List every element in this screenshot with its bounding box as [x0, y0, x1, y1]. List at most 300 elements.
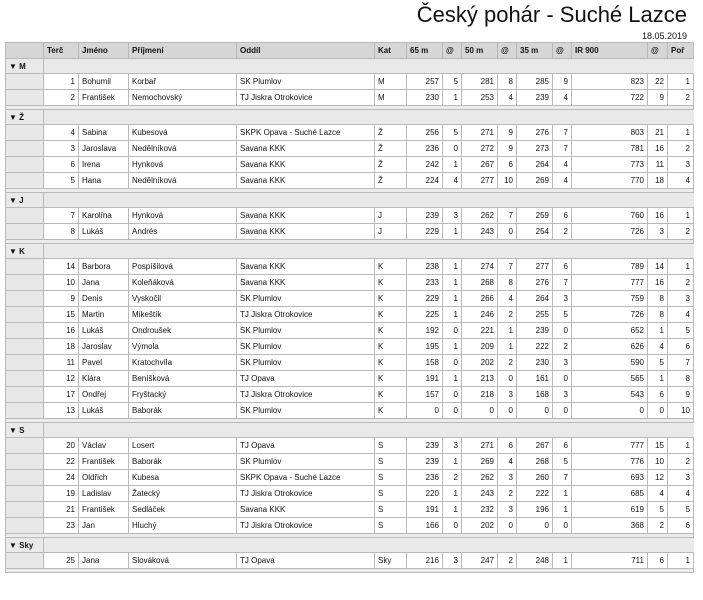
table-cell: 1 — [443, 454, 462, 470]
table-cell: 22 — [648, 74, 668, 90]
table-cell: Kubesa — [129, 470, 237, 486]
table-cell: 16 — [648, 141, 668, 157]
table-row[interactable] — [6, 387, 694, 403]
table-cell: TJ Opava — [237, 438, 375, 454]
table-row[interactable] — [6, 518, 694, 534]
table-cell: Žatecký — [129, 486, 237, 502]
table-cell: 1 — [668, 438, 694, 454]
table-cell: 7 — [553, 275, 572, 291]
table-cell: Beníšková — [129, 371, 237, 387]
table-cell: 1 — [498, 339, 517, 355]
table-cell: 3 — [443, 553, 462, 569]
table-cell: 9 — [668, 387, 694, 403]
event-date: 18.05.2019 — [641, 31, 687, 41]
table-row[interactable] — [6, 224, 694, 240]
table-row[interactable] — [6, 208, 694, 224]
table-cell: 5 — [553, 454, 572, 470]
row-indent — [6, 224, 44, 240]
table-row[interactable] — [6, 74, 694, 90]
table-cell: 0 — [443, 403, 462, 419]
table-cell: Hynková — [129, 208, 237, 224]
table-cell: 20 — [44, 438, 79, 454]
table-cell: 277 — [517, 259, 553, 275]
table-cell: 0 — [553, 371, 572, 387]
table-cell: Irena — [79, 157, 129, 173]
group-header-row[interactable] — [6, 423, 694, 438]
table-cell: 773 — [572, 157, 648, 173]
table-cell: Vyskočil — [129, 291, 237, 307]
column-header[interactable]: Terč — [44, 43, 79, 59]
table-cell: Savana KKK — [237, 157, 375, 173]
table-row[interactable] — [6, 157, 694, 173]
table-cell: Lukáš — [79, 224, 129, 240]
group-fill — [44, 538, 694, 553]
table-cell: 6 — [553, 208, 572, 224]
spacer-cell — [6, 569, 694, 573]
table-cell: 1 — [553, 553, 572, 569]
column-header[interactable]: 65 m — [407, 43, 443, 59]
table-cell: SK Plumlov — [237, 291, 375, 307]
table-cell: Jana — [79, 275, 129, 291]
table-cell: 1 — [44, 74, 79, 90]
table-cell: S — [375, 518, 407, 534]
table-cell: 722 — [572, 90, 648, 106]
table-cell: Hana — [79, 173, 129, 189]
table-cell: 239 — [517, 90, 553, 106]
table-cell: Savana KKK — [237, 141, 375, 157]
table-cell: 1 — [443, 90, 462, 106]
row-indent — [6, 125, 44, 141]
column-header[interactable]: Jméno — [79, 43, 129, 59]
table-cell: SK Plumlov — [237, 355, 375, 371]
table-cell: 0 — [553, 518, 572, 534]
table-cell: 168 — [517, 387, 553, 403]
table-cell: 2 — [668, 141, 694, 157]
table-row[interactable] — [6, 454, 694, 470]
table-cell: 277 — [462, 173, 498, 189]
table-cell: 3 — [498, 387, 517, 403]
table-cell: 4 — [498, 454, 517, 470]
table-cell: 12 — [44, 371, 79, 387]
table-cell: 789 — [572, 259, 648, 275]
table-cell: 202 — [462, 518, 498, 534]
table-cell: 3 — [443, 438, 462, 454]
table-cell: K — [375, 291, 407, 307]
table-cell: 759 — [572, 291, 648, 307]
table-cell: 2 — [668, 90, 694, 106]
table-cell: 239 — [517, 323, 553, 339]
row-indent — [6, 173, 44, 189]
table-cell: Václav — [79, 438, 129, 454]
table-cell: 3 — [498, 502, 517, 518]
table-cell: S — [375, 502, 407, 518]
row-indent — [6, 339, 44, 355]
table-cell: Nedělníková — [129, 141, 237, 157]
table-row[interactable] — [6, 371, 694, 387]
group-toggle[interactable]: ▼ M — [6, 59, 44, 74]
table-row[interactable] — [6, 307, 694, 323]
table-cell: Ž — [375, 173, 407, 189]
table-cell: 5 — [668, 323, 694, 339]
table-cell: S — [375, 470, 407, 486]
table-cell: M — [375, 90, 407, 106]
table-cell: 0 — [443, 323, 462, 339]
table-cell: 266 — [462, 291, 498, 307]
table-cell: 1 — [443, 502, 462, 518]
table-cell: 11 — [44, 355, 79, 371]
table-cell: Mikeštík — [129, 307, 237, 323]
table-cell: 213 — [462, 371, 498, 387]
table-cell: Ladislav — [79, 486, 129, 502]
table-cell: 2 — [44, 90, 79, 106]
table-cell: Baborák — [129, 454, 237, 470]
column-header[interactable] — [6, 43, 44, 59]
table-cell: Barbora — [79, 259, 129, 275]
table-cell: 619 — [572, 502, 648, 518]
table-cell: 7 — [553, 141, 572, 157]
table-cell: Karolína — [79, 208, 129, 224]
column-header[interactable]: Poř — [668, 43, 694, 59]
table-cell: 693 — [572, 470, 648, 486]
table-cell: 1 — [443, 486, 462, 502]
table-cell: 269 — [517, 173, 553, 189]
table-cell: 14 — [44, 259, 79, 275]
table-cell: Denis — [79, 291, 129, 307]
table-cell: Hluchý — [129, 518, 237, 534]
table-cell: 11 — [648, 157, 668, 173]
table-cell: 264 — [517, 291, 553, 307]
table-cell: Korbař — [129, 74, 237, 90]
table-cell: 4 — [668, 307, 694, 323]
table-cell: 7 — [553, 125, 572, 141]
table-cell: Andrés — [129, 224, 237, 240]
row-indent — [6, 291, 44, 307]
row-indent — [6, 438, 44, 454]
table-cell: 2 — [498, 553, 517, 569]
column-header[interactable]: @ — [648, 43, 668, 59]
column-header[interactable]: @ — [443, 43, 462, 59]
table-cell: 1 — [443, 371, 462, 387]
table-cell: Jaroslava — [79, 141, 129, 157]
table-cell: 253 — [462, 90, 498, 106]
table-cell: 2 — [553, 339, 572, 355]
table-cell: 23 — [44, 518, 79, 534]
table-cell: 0 — [443, 518, 462, 534]
table-cell: 273 — [517, 141, 553, 157]
table-cell: 3 — [553, 387, 572, 403]
table-row[interactable] — [6, 275, 694, 291]
table-cell: 1 — [668, 125, 694, 141]
table-row[interactable] — [6, 355, 694, 371]
table-row[interactable] — [6, 339, 694, 355]
table-cell: 254 — [517, 224, 553, 240]
table-cell: 6 — [648, 387, 668, 403]
table-cell: 243 — [462, 486, 498, 502]
table-cell: 216 — [407, 553, 443, 569]
table-cell: 17 — [44, 387, 79, 403]
group-toggle[interactable]: ▼ K — [6, 244, 44, 259]
table-cell: 0 — [553, 323, 572, 339]
table-cell: K — [375, 387, 407, 403]
row-indent — [6, 553, 44, 569]
table-cell: Savana KKK — [237, 173, 375, 189]
table-cell: 0 — [498, 518, 517, 534]
table-cell: K — [375, 371, 407, 387]
table-cell: Sedláček — [129, 502, 237, 518]
table-cell: 8 — [648, 307, 668, 323]
table-row[interactable] — [6, 502, 694, 518]
table-cell: TJ Opava — [237, 553, 375, 569]
table-cell: 268 — [517, 454, 553, 470]
table-cell: 191 — [407, 371, 443, 387]
table-cell: 209 — [462, 339, 498, 355]
table-cell: 16 — [648, 208, 668, 224]
table-cell: 2 — [498, 355, 517, 371]
table-cell: 14 — [648, 259, 668, 275]
column-header[interactable]: @ — [498, 43, 517, 59]
table-cell: Ondroušek — [129, 323, 237, 339]
table-cell: 276 — [517, 125, 553, 141]
table-cell: K — [375, 339, 407, 355]
table-cell: 1 — [443, 339, 462, 355]
results-table — [5, 42, 694, 573]
table-cell: 711 — [572, 553, 648, 569]
group-toggle[interactable]: ▼ J — [6, 193, 44, 208]
table-cell: Hynková — [129, 157, 237, 173]
table-cell: 0 — [498, 224, 517, 240]
table-cell: Losert — [129, 438, 237, 454]
group-header-row[interactable] — [6, 110, 694, 125]
table-cell: 770 — [572, 173, 648, 189]
table-cell: Výmola — [129, 339, 237, 355]
row-indent — [6, 355, 44, 371]
table-cell: 192 — [407, 323, 443, 339]
table-cell: Lukáš — [79, 323, 129, 339]
group-toggle[interactable]: ▼ Ž — [6, 110, 44, 125]
table-cell: 685 — [572, 486, 648, 502]
table-cell: 268 — [462, 275, 498, 291]
table-cell: 8 — [668, 371, 694, 387]
table-cell: 823 — [572, 74, 648, 90]
table-cell: 7 — [553, 470, 572, 486]
table-cell: 276 — [517, 275, 553, 291]
table-cell: 230 — [407, 90, 443, 106]
group-header-row[interactable] — [6, 244, 694, 259]
column-header[interactable]: Kat — [375, 43, 407, 59]
table-cell: Savana KKK — [237, 259, 375, 275]
row-indent — [6, 74, 44, 90]
table-cell: K — [375, 275, 407, 291]
table-cell: 9 — [44, 291, 79, 307]
table-cell: 1 — [443, 291, 462, 307]
table-row[interactable] — [6, 141, 694, 157]
table-cell: 221 — [462, 323, 498, 339]
table-row[interactable] — [6, 438, 694, 454]
table-row[interactable] — [6, 470, 694, 486]
table-cell: 238 — [407, 259, 443, 275]
table-cell: SKPK Opava - Suché Lazce — [237, 470, 375, 486]
group-header-row[interactable] — [6, 59, 694, 74]
table-cell: 0 — [648, 403, 668, 419]
table-cell: 0 — [462, 403, 498, 419]
table-cell: SK Plumlov — [237, 74, 375, 90]
table-cell: Savana KKK — [237, 502, 375, 518]
table-cell: František — [79, 454, 129, 470]
table-cell: 803 — [572, 125, 648, 141]
table-cell: 222 — [517, 486, 553, 502]
table-cell: 274 — [462, 259, 498, 275]
table-cell: 6 — [553, 438, 572, 454]
table-cell: 4 — [668, 173, 694, 189]
table-cell: 239 — [407, 208, 443, 224]
table-cell: 158 — [407, 355, 443, 371]
table-cell: 220 — [407, 486, 443, 502]
table-cell: 0 — [517, 518, 553, 534]
table-cell: K — [375, 259, 407, 275]
table-cell: 0 — [498, 371, 517, 387]
column-header[interactable]: Oddíl — [237, 43, 375, 59]
table-cell: Sky — [375, 553, 407, 569]
table-cell: 7 — [44, 208, 79, 224]
table-cell: 4 — [648, 486, 668, 502]
row-indent — [6, 90, 44, 106]
table-cell: 3 — [553, 291, 572, 307]
table-row[interactable] — [6, 173, 694, 189]
table-cell: TJ Jiskra Otrokovice — [237, 90, 375, 106]
table-cell: Lukáš — [79, 403, 129, 419]
table-cell: 218 — [462, 387, 498, 403]
table-cell: 6 — [668, 518, 694, 534]
table-cell: 260 — [517, 470, 553, 486]
group-toggle[interactable]: ▼ S — [6, 423, 44, 438]
table-cell: 543 — [572, 387, 648, 403]
table-cell: 202 — [462, 355, 498, 371]
table-row[interactable] — [6, 291, 694, 307]
table-cell: 9 — [648, 90, 668, 106]
table-cell: 6 — [668, 339, 694, 355]
group-header-row[interactable] — [6, 193, 694, 208]
table-cell: SK Plumlov — [237, 339, 375, 355]
table-cell: 1 — [498, 323, 517, 339]
table-cell: Kubesová — [129, 125, 237, 141]
table-row[interactable] — [6, 90, 694, 106]
table-cell: Klára — [79, 371, 129, 387]
table-cell: 10 — [498, 173, 517, 189]
table-cell: 222 — [517, 339, 553, 355]
group-header-row[interactable] — [6, 538, 694, 553]
table-cell: TJ Jiskra Otrokovice — [237, 518, 375, 534]
table-cell: 25 — [44, 553, 79, 569]
row-indent — [6, 403, 44, 419]
column-header[interactable]: 50 m — [462, 43, 498, 59]
table-cell: 4 — [553, 90, 572, 106]
table-cell: 257 — [407, 74, 443, 90]
column-header[interactable]: @ — [553, 43, 572, 59]
table-cell: 626 — [572, 339, 648, 355]
table-cell: Martin — [79, 307, 129, 323]
table-cell: Jaroslav — [79, 339, 129, 355]
table-row[interactable] — [6, 403, 694, 419]
table-cell: J — [375, 208, 407, 224]
table-cell: 166 — [407, 518, 443, 534]
table-row[interactable] — [6, 125, 694, 141]
table-cell: 590 — [572, 355, 648, 371]
table-cell: 776 — [572, 454, 648, 470]
table-row[interactable] — [6, 486, 694, 502]
table-cell: 15 — [44, 307, 79, 323]
table-cell: 3 — [44, 141, 79, 157]
table-cell: 2 — [668, 224, 694, 240]
column-header[interactable]: 35 m — [517, 43, 553, 59]
row-indent — [6, 323, 44, 339]
table-cell: 229 — [407, 291, 443, 307]
table-cell: 0 — [498, 403, 517, 419]
table-cell: 2 — [668, 275, 694, 291]
table-cell: Nedělníková — [129, 173, 237, 189]
group-toggle[interactable]: ▼ Sky — [6, 538, 44, 553]
table-cell: Baborák — [129, 403, 237, 419]
table-cell: 281 — [462, 74, 498, 90]
table-cell: 12 — [648, 470, 668, 486]
table-cell: 5 — [443, 125, 462, 141]
table-cell: 6 — [648, 553, 668, 569]
table-cell: 368 — [572, 518, 648, 534]
table-cell: 236 — [407, 470, 443, 486]
table-cell: 0 — [407, 403, 443, 419]
table-cell: SK Plumlov — [237, 403, 375, 419]
column-header[interactable]: IR 900 — [572, 43, 648, 59]
table-cell: 161 — [517, 371, 553, 387]
table-row[interactable] — [6, 259, 694, 275]
table-cell: František — [79, 502, 129, 518]
table-cell: Slováková — [129, 553, 237, 569]
table-cell: 5 — [668, 502, 694, 518]
table-cell: 272 — [462, 141, 498, 157]
table-cell: 5 — [648, 502, 668, 518]
table-cell: 246 — [462, 307, 498, 323]
table-row[interactable] — [6, 323, 694, 339]
table-cell: 239 — [407, 454, 443, 470]
table-cell: 10 — [44, 275, 79, 291]
table-cell: M — [375, 74, 407, 90]
table-cell: 3 — [668, 157, 694, 173]
table-cell: 0 — [572, 403, 648, 419]
table-cell: 777 — [572, 438, 648, 454]
table-cell: 4 — [498, 291, 517, 307]
table-cell: 760 — [572, 208, 648, 224]
table-row[interactable] — [6, 553, 694, 569]
table-cell: 2 — [498, 307, 517, 323]
page-title: Český pohár - Suché Lazce — [416, 2, 687, 27]
table-cell: 1 — [668, 74, 694, 90]
row-indent — [6, 208, 44, 224]
table-cell: 2 — [668, 454, 694, 470]
table-cell: 285 — [517, 74, 553, 90]
table-cell: 726 — [572, 307, 648, 323]
table-cell: 16 — [44, 323, 79, 339]
table-cell: 10 — [648, 454, 668, 470]
table-cell: S — [375, 454, 407, 470]
table-cell: 15 — [648, 438, 668, 454]
table-cell: 3 — [668, 291, 694, 307]
table-cell: 9 — [553, 74, 572, 90]
table-cell: 229 — [407, 224, 443, 240]
table-cell: 239 — [407, 438, 443, 454]
table-cell: 1 — [553, 502, 572, 518]
table-cell: 0 — [443, 387, 462, 403]
column-header[interactable]: Příjmení — [129, 43, 237, 59]
table-cell: 1 — [443, 259, 462, 275]
